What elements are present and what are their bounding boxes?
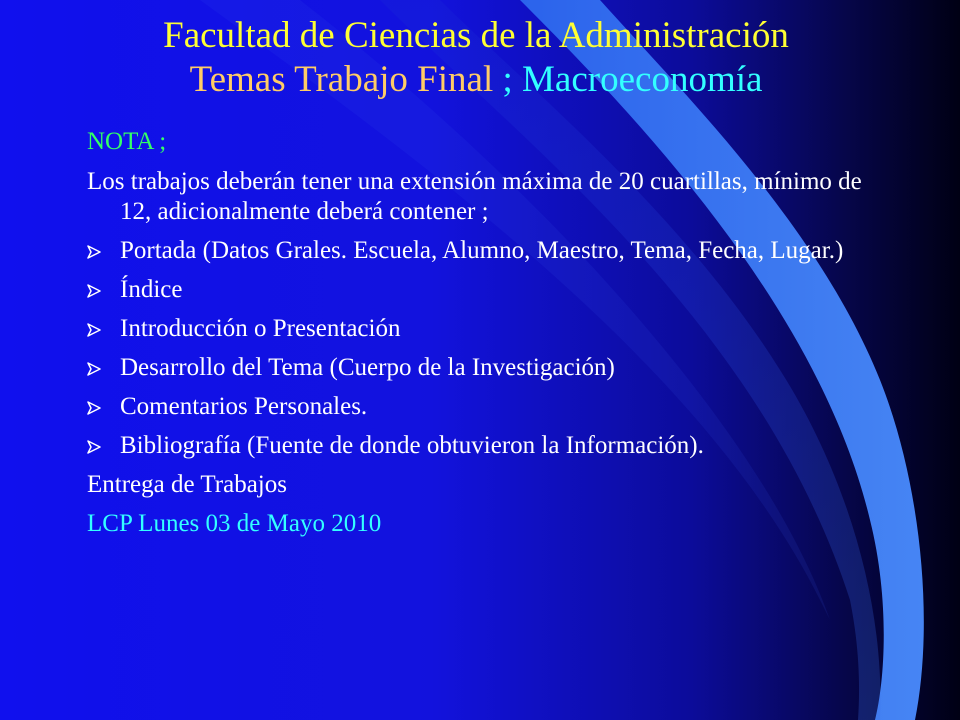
list-item-text: Desarrollo del Tema (Cuerpo de la Investigación) <box>120 354 615 381</box>
requirements-list <box>87 236 887 461</box>
title-line-1: Facultad de Ciencias de la Administración <box>163 15 789 56</box>
title-line-2-part-b: ; Macroeconomía <box>493 59 763 100</box>
list-item-text: Portada (Datos Grales. Escuela, Alumno, Maestro, Tema, Fecha, Lugar.) <box>120 237 844 264</box>
arrow-bullet-icon <box>87 362 101 376</box>
list-item <box>87 353 887 383</box>
list-item <box>87 314 887 344</box>
list-item-text: Introducción o Presentación <box>120 315 401 342</box>
arrow-bullet-icon <box>87 323 101 337</box>
list-item-text: Bibliografía (Fuente de donde obtuvieron la Información). <box>120 432 704 459</box>
list-item <box>87 392 887 422</box>
note-label: NOTA ; <box>87 128 167 155</box>
list-item <box>87 431 887 461</box>
arrow-bullet-icon <box>87 245 101 259</box>
list-item <box>87 275 887 305</box>
intro-paragraph: Los trabajos deberán tener una extensión máxima de 20 cuartillas, mínimo de 12, adicionalmente deberá contener ; <box>87 168 862 225</box>
slide-content <box>87 127 887 539</box>
arrow-bullet-icon <box>87 401 101 415</box>
list-item <box>87 236 887 266</box>
list-item-text: Comentarios Personales. <box>120 393 368 420</box>
arrow-bullet-icon <box>87 440 101 454</box>
delivery-date: LCP Lunes 03 de Mayo 2010 <box>87 510 382 537</box>
arrow-bullet-icon <box>87 284 101 298</box>
list-item-text: Índice <box>120 276 183 303</box>
title-line-2 <box>0 58 952 102</box>
slide-title <box>0 14 952 102</box>
title-line-2-part-a: Temas Trabajo Final <box>189 59 494 100</box>
delivery-label: Entrega de Trabajos <box>87 471 287 498</box>
